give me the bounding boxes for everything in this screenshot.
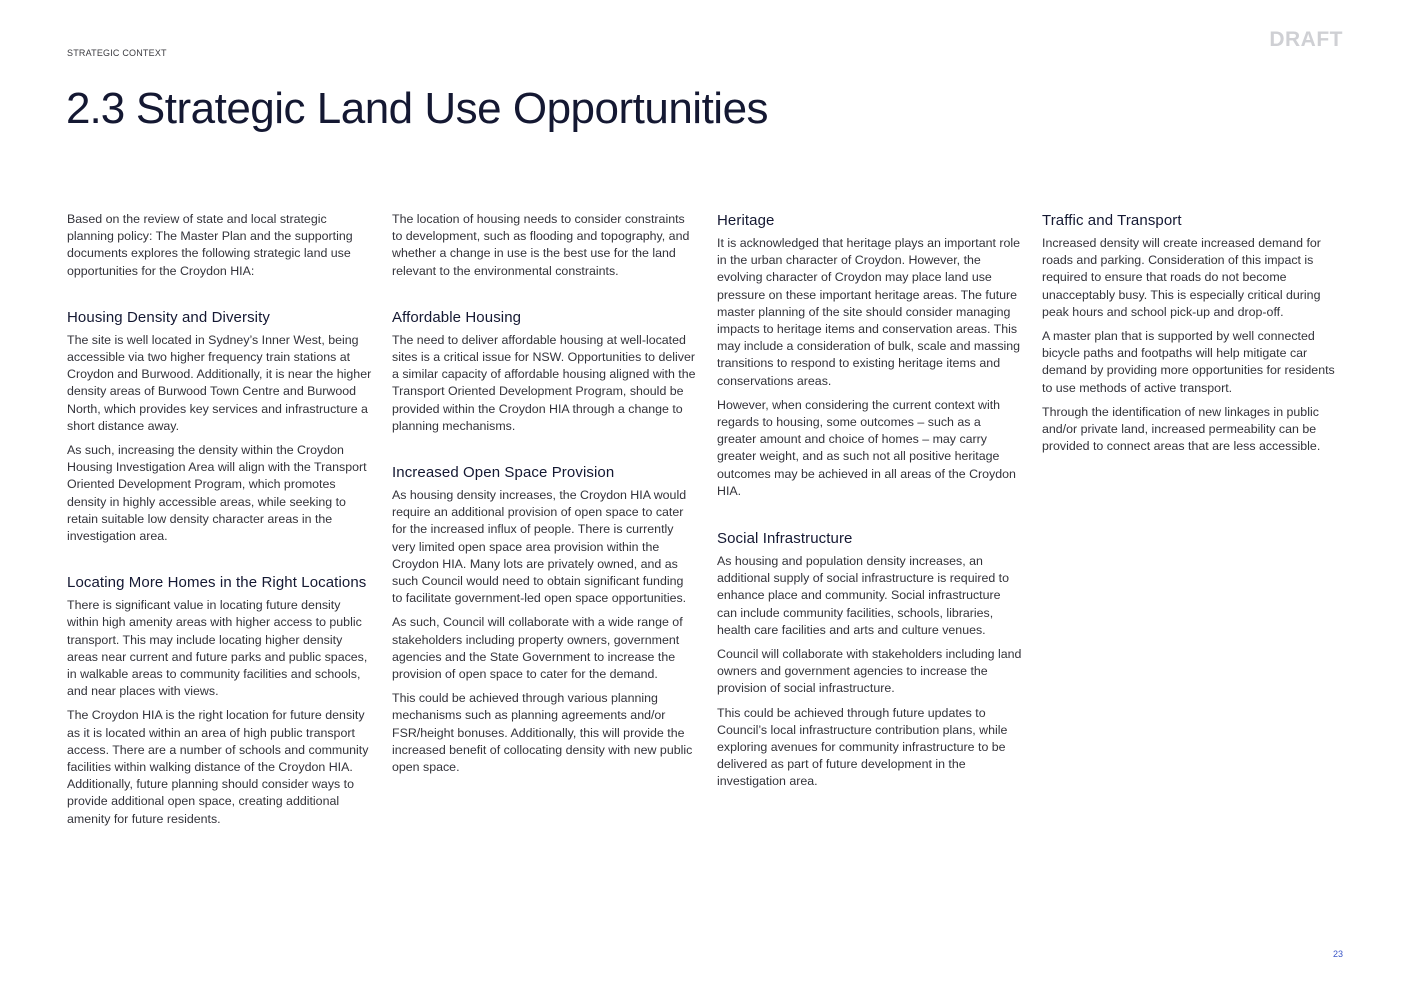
text-column-3 — [717, 212, 1022, 821]
text-column-2 — [392, 211, 697, 805]
traffic-transport-block — [1042, 212, 1347, 455]
paragraph: The Croydon HIA is the right location for future density as it is located within an area of high public transport access. There are a number of schools and community facilities within walking distance of the Croydon HIA. Additionally, future planning should consider ways to provide additional open space, creating additional amenity for future residents. — [67, 708, 369, 826]
text-column-1 — [67, 211, 372, 857]
section-label: STRATEGIC CONTEXT — [67, 48, 167, 58]
traffic-transport-heading: Traffic and Transport — [1042, 212, 1182, 229]
paragraph: However, when considering the current context with regards to housing, some outcomes – such as a greater amount and choice of homes – may carry greater weight, and as such not all positive heritage outcomes may be achieved in all areas of the Croydon HIA. — [717, 397, 1016, 498]
draft-watermark: DRAFT — [1269, 28, 1343, 51]
housing-density-heading: Housing Density and Diversity — [67, 308, 270, 326]
paragraph: As such, Council will collaborate with a wide range of stakeholders including property owners, government agencies and the State Government to increase the provision of open space to cater for the demand. — [392, 615, 683, 682]
paragraph: This could be achieved through various planning mechanisms such as planning agreements and/or FSR/height bonuses. Additionally, this will provide the increased benefit of collocating density with new public open space. — [392, 691, 693, 775]
open-space-heading: Increased Open Space Provision — [392, 464, 615, 482]
paragraph: Through the identification of new linkages in public and/or private land, increased permeability can be provided to connect areas that are less accessible. — [1042, 404, 1321, 454]
title-text: Strategic Land Use Opportunities — [135, 84, 769, 133]
paragraph: The need to deliver affordable housing at well-located sites is a critical issue for NSW. Opportunities to deliver a similar capacity of affordable housing aligned with the Transport Oriented Development Program, should be provided within the Croydon HIA through a change to planning mechanisms. — [392, 332, 696, 433]
intro-block — [67, 211, 372, 280]
paragraph: As such, increasing the density within the Croydon Housing Investigation Area will align with the Transport Oriented Development Program, which promotes density in highly accessible areas, while seeking to retain suitable low density character areas in the investigation area. — [67, 443, 367, 544]
paragraph: As housing and population density increases, an additional supply of social infrastructure is required to enhance place and community. Social infrastructure can include community facilities, schools, libraries, health care facilities and arts and culture venues. — [717, 554, 1010, 637]
constraints-block — [392, 211, 697, 280]
section-number: 2.3 — [66, 84, 125, 133]
paragraph: A master plan that is supported by well connected bicycle paths and footpaths will help mitigate car demand by providing more opportunities for residents to use methods of active transport. — [1042, 329, 1335, 395]
housing-density-block — [67, 309, 372, 545]
paragraph: The site is well located in Sydney’s Inner West, being accessible via two higher frequency train stations at Croydon and Burwood. Additionally, it is near the higher density areas of Burwood Town Centre and Burwood North, which provides key services and infrastructure a short distance away. — [67, 332, 372, 433]
text-column-4 — [1042, 212, 1347, 485]
open-space-block — [392, 464, 697, 776]
page-number: 23 — [1332, 949, 1343, 959]
paragraph: As housing density increases, the Croydon HIA would require an additional provision of open space to cater for the increased influx of people. There is currently very limited open space area provision within the Croydon HIA. Many lots are privately owned, and as such Council would need to obtain significant funding to facilitate government-led open space opportunities. — [392, 488, 687, 606]
locating-homes-heading: Locating More Homes in the Right Locations — [67, 574, 367, 592]
affordable-housing-block — [392, 309, 697, 435]
intro-paragraph: Based on the review of state and local strategic planning policy: The Master Plan and the supporting documents explores the following strategic land use opportunities for the Croydon HIA: — [67, 212, 353, 278]
paragraph: There is significant value in locating future density within high amenity areas with higher access to public transport. This may include locating higher density areas near current and future parks and public spaces, in walkable areas to community facilities and schools, and near places with views. — [67, 598, 368, 699]
paragraph: This could be achieved through future updates to Council’s local infrastructure contribution plans, while exploring avenues for community infrastructure to be delivered as part of future development in the investigation area. — [717, 705, 1008, 789]
social-infrastructure-block — [717, 530, 1022, 791]
page-title — [66, 84, 768, 134]
paragraph: Increased density will create increased demand for roads and parking. Consideration of this impact is required to ensure that roads do not become unacceptably busy. This is especially critical during peak hours and school pick-up and drop-off. — [1042, 236, 1321, 319]
paragraph: Council will collaborate with stakeholders including land owners and government agencies to increase the provision of social infrastructure. — [717, 647, 1022, 696]
social-infrastructure-heading: Social Infrastructure — [717, 530, 853, 548]
heritage-block — [717, 212, 1022, 500]
constraints-paragraph: The location of housing needs to consider constraints to development, such as flooding and topography, and whether a change in use is the best use for the land relevant to the environmental constraints. — [392, 212, 690, 278]
paragraph: It is acknowledged that heritage plays an important role in the urban character of Croydon. However, the evolving character of Croydon may place land use pressure on these important heritage areas. The future master planning of the site should consider managing impacts to heritage items and conservation areas. This may include a consideration of bulk, scale and massing transitions to respond to existing heritage items and conservations areas. — [717, 236, 1021, 388]
heritage-heading: Heritage — [717, 212, 775, 229]
affordable-housing-heading: Affordable Housing — [392, 308, 522, 326]
locating-homes-block — [67, 574, 372, 828]
